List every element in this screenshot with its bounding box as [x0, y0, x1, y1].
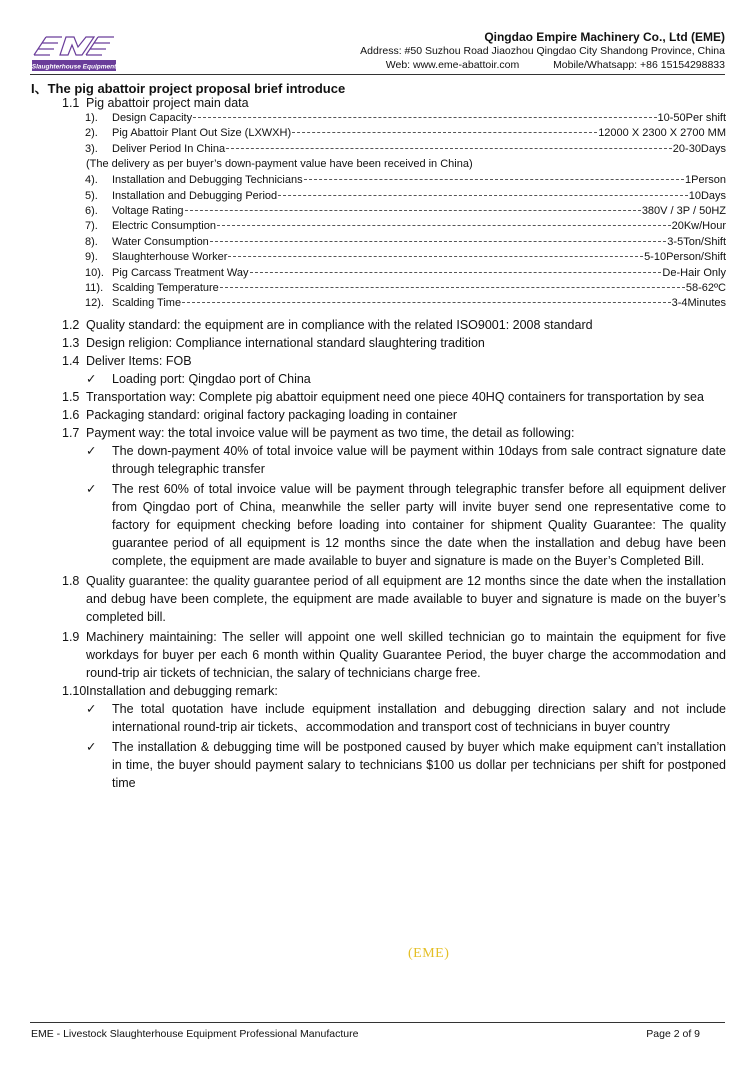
bullet-item: ✓ The installation & debugging time will be postponed caused by buyer which make equipment can’t installation in time, the buyer should payment salary to technicians $100 us dollar per technicians per shift for postponed time	[86, 740, 726, 790]
section-1-8: 1.8 Quality guarantee: the quality guarantee period of all equipment are 12 months since the date when the installation and debug have been complete, the equipment are made available to buyer and signature is made on the buyer’s completed bill.	[62, 574, 726, 624]
company-contact	[360, 58, 725, 72]
check-icon: ✓	[86, 702, 97, 716]
bullet-item: ✓ The total quotation have include equipment installation and debugging direction salary and not include international round-trip air tickets、accommodation and transport cost of technicians in buyer country	[86, 702, 726, 734]
check-icon: ✓	[86, 444, 97, 458]
footer-text: EME - Livestock Slaughterhouse Equipment Professional Manufacture	[31, 1028, 359, 1040]
section-1-2: 1.2 Quality standard: the equipment are in compliance with the related ISO9001: 2008 standard	[62, 318, 593, 332]
letterhead	[360, 30, 725, 72]
footer-rule	[30, 1022, 725, 1023]
proposal-body	[62, 316, 726, 792]
section-1-10: 1.10 Installation and debugging remark:	[62, 684, 278, 698]
page-number: Page 2 of 9	[646, 1028, 700, 1040]
eme-logo-icon	[32, 33, 116, 77]
section-1-6: 1.6 Packaging standard: original factory packaging loading in container	[62, 408, 458, 422]
spec-row: 9). Slaughterhouse Worker 5-10Person/Shift	[85, 251, 726, 264]
check-icon: ✓	[86, 482, 97, 496]
section-1-4: 1.4 Deliver Items: FOB	[62, 354, 192, 368]
watermark: (EME)	[408, 946, 450, 961]
bullet-item: ✓ The down-payment 40% of total invoice value will be payment within 10days from sale contract signature date through telegraphic transfer	[86, 444, 726, 476]
section-1-5: 1.5 Transportation way: Complete pig abattoir equipment need one piece 40HQ containers for transportation by sea	[62, 390, 704, 404]
section-1-1: 1.1 Pig abattoir project main data	[62, 96, 249, 110]
bullet-item: ✓ Loading port: Qingdao port of China	[86, 372, 311, 386]
check-icon: ✓	[86, 372, 97, 386]
spec-row: 11). Scalding Temperature 58-62ºC	[85, 281, 726, 294]
spec-row: 12). Scalding Time 3-4Minutes	[85, 297, 726, 310]
spec-row: 8). Water Consumption 3-5Ton/Shift	[85, 235, 726, 248]
check-icon: ✓	[86, 740, 97, 754]
bullet-item: ✓ The rest 60% of total invoice value will be payment through telegraphic transfer before all equipment deliver from Qingdao port of China, meanwhile the seller party will invite buyer send one representative come to factory for equipment checking before loading into container for shipment Quality Guarantee: The quality guarantee period of all equipment is 12 months since the date when the installation and debug have been complete, the equipment are made available to buyer and signature is made on the Buyer’s Completed Bill.	[86, 482, 726, 568]
main-data-block	[62, 95, 726, 313]
section-1-7: 1.7 Payment way: the total invoice value will be payment as two time, the detail as following:	[62, 426, 575, 440]
company-address: Address: #50 Suzhou Road Jiaozhou Qingdao City Shandong Province, China	[360, 45, 725, 57]
spec-row: 2). Pig Abattoir Plant Out Size (LXWXH) 12000 X 2300 X 2700 MM	[85, 127, 726, 140]
spec-row: 3). Deliver Period In China 20-30Days	[85, 142, 726, 155]
spec-row: 1). Design Capacity 10-50Per shift	[85, 112, 726, 124]
spec-row: 5). Installation and Debugging Period 10Days	[85, 189, 726, 202]
company-mobile: Mobile/Whatsapp: +86 15154298833	[553, 59, 725, 71]
header-rule	[30, 74, 725, 75]
section-1-3: 1.3 Design religion: Compliance international standard slaughtering tradition	[62, 336, 485, 350]
section-1-9: 1.9 Machinery maintaining: The seller will appoint one well skilled technician go to maintain the equipment for five workdays for buyer per each 6 month within Quality Guarantee Period, the buyer charge the accommodation and round-trip air tickets of technician, the salary of technicians charge free.	[62, 630, 726, 680]
delivery-note: (The delivery as per buyer’s down-payment value have been received in China)	[86, 158, 473, 171]
company-logo	[32, 33, 116, 77]
company-name: Qingdao Empire Machinery Co., Ltd (EME)	[484, 30, 725, 44]
spec-row: 7). Electric Consumption 20Kw/Hour	[85, 220, 726, 233]
spec-row: 10). Pig Carcass Treatment Way De-Hair Only	[85, 266, 726, 279]
svg-text:Slaughterhouse Equipment: Slaughterhouse Equipment	[32, 63, 116, 71]
section-title: I、The pig abattoir project proposal brief introduce	[31, 81, 346, 96]
spec-row: 4). Installation and Debugging Technicians 1Person	[85, 174, 726, 187]
spec-row: 6). Voltage Rating 380V / 3P / 50HZ	[85, 204, 726, 217]
company-web: Web: www.eme-abattoir.com	[385, 59, 520, 71]
